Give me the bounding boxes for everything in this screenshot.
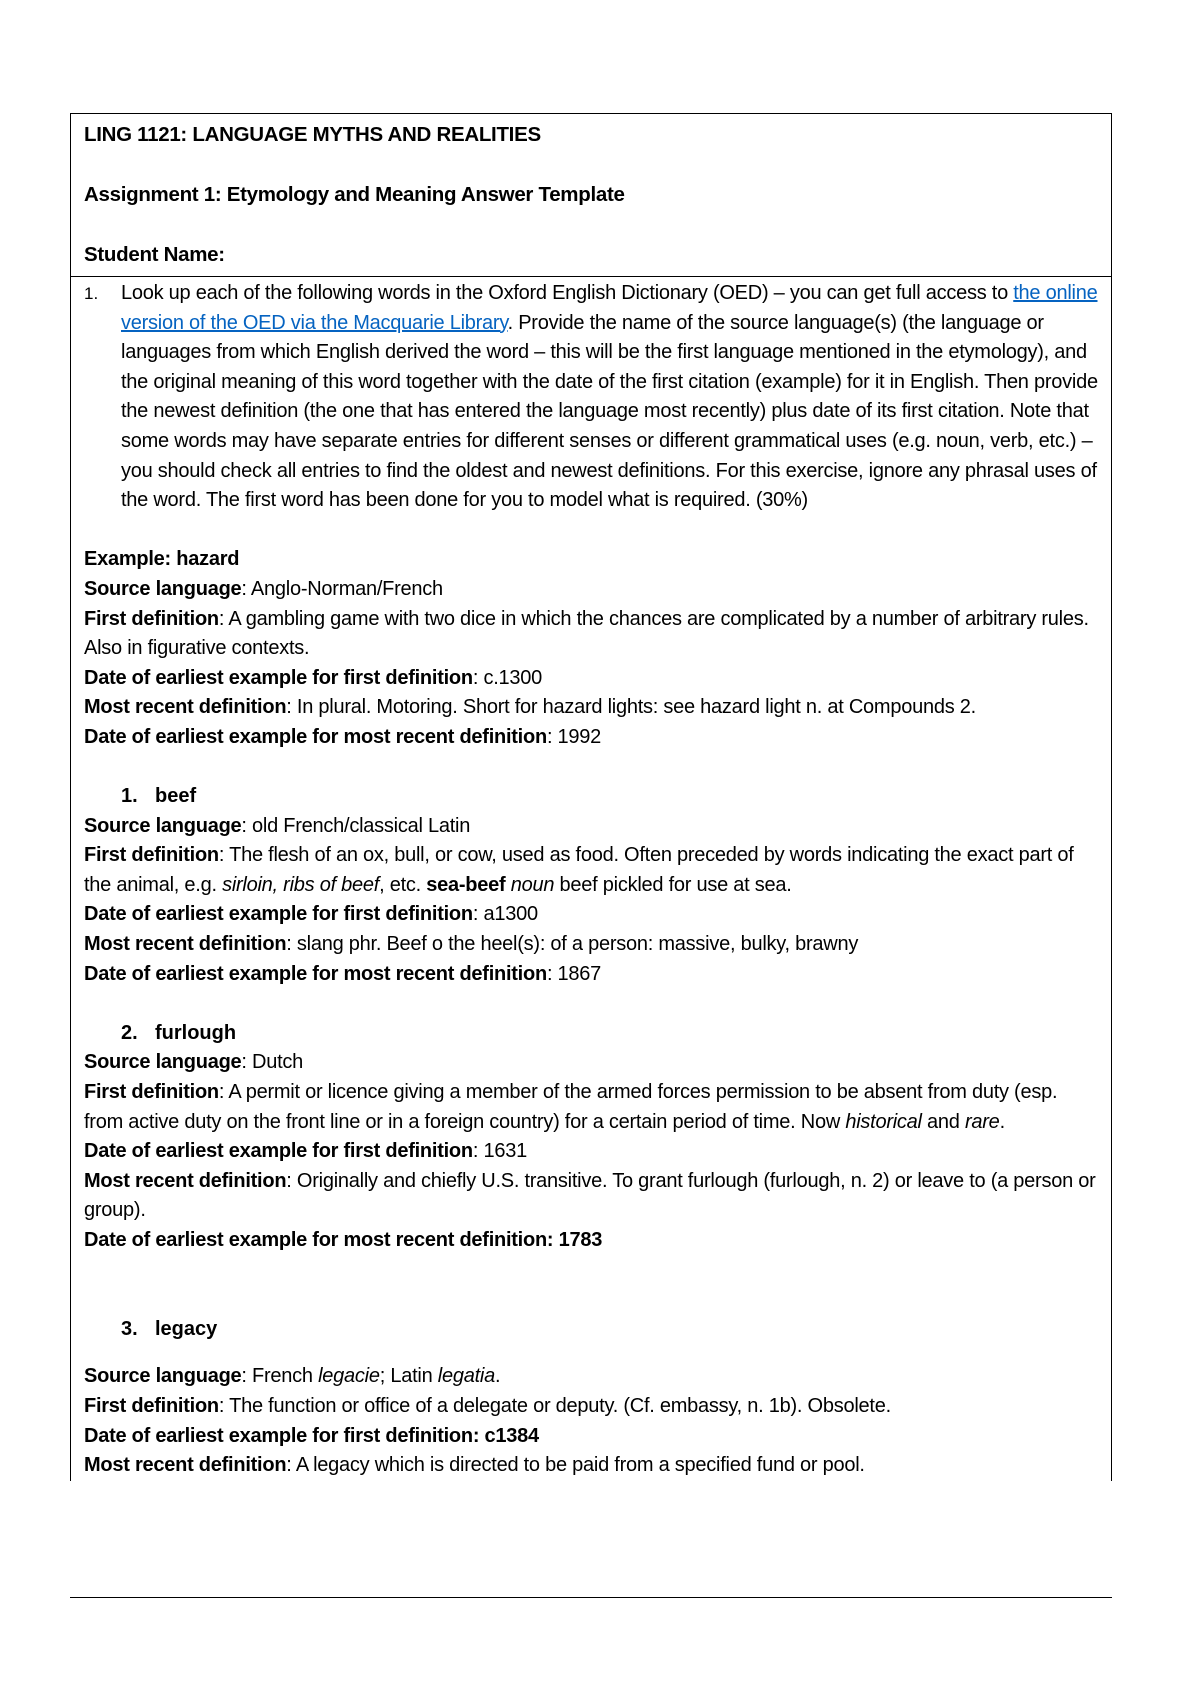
beef-date-recent: Date of earliest example for most recent definition: 1867: [84, 962, 602, 985]
student-name-label: Student Name:: [84, 243, 225, 266]
legacy-first-definition: First definition: The function or office of a delegate or deputy. (Cf. embassy, n. 1b). Obsolete.: [84, 1394, 891, 1417]
example-heading: Example: hazard: [84, 548, 240, 571]
example-recent-definition: Most recent definition: In plural. Motoring. Short for hazard lights: see hazard light n. at Compounds 2.: [84, 696, 976, 719]
answer-table: [70, 113, 1112, 1481]
instructions-number: 1.: [84, 284, 99, 303]
example-date-recent: Date of earliest example for most recent definition: 1992: [84, 725, 602, 748]
example-date-first: Date of earliest example for first definition: c.1300: [84, 666, 543, 689]
example-source: Source language: Anglo-Norman/French: [84, 577, 443, 600]
word-heading-furlough: 2. furlough: [121, 1021, 237, 1044]
assignment-title: Assignment 1: Etymology and Meaning Answer Template: [84, 183, 625, 206]
furlough-first-definition: First definition: A permit or licence giving a member of the armed forces permission to be absent from duty (esp. from active duty on the front line or in a foreign country) for a certain period of time. Now historical and rare.: [84, 1081, 1058, 1133]
course-title: LING 1121: LANGUAGE MYTHS AND REALITIES: [84, 123, 541, 146]
instructions-text: Look up each of the following words in the Oxford English Dictionary (OED) – you can get full access to the online version of the OED via the Macquarie Library. Provide the name of the source language(s) (the language or languages from which English derived the word – this will be the first language mentioned in the etymology), and the original meaning of this word together with the date of the first citation (example) for it in English. Then provide the newest definition (the one that has entered the language most recently) plus date of its first citation. Note that some words may have separate entries for different senses or different grammatical uses (e.g. noun, verb, etc.) – you should check all entries to find the oldest and newest definitions. For this exercise, ignore any phrasal uses of the word. The first word has been done for you to model what is required. (30%): [121, 282, 1098, 512]
furlough-date-recent: Date of earliest example for most recent definition: 1783: [84, 1229, 603, 1251]
word-heading-beef: 1. beef: [121, 785, 197, 808]
header-cell: [71, 114, 1111, 277]
furlough-date-first: Date of earliest example for first definition: 1631: [84, 1140, 527, 1163]
answer-cell[interactable]: [71, 277, 1111, 1481]
legacy-recent-definition: Most recent definition: A legacy which is directed to be paid from a specified fund or pool.: [84, 1454, 865, 1477]
legacy-date-first: Date of earliest example for first definition: c1384: [84, 1424, 539, 1447]
instructions: [84, 279, 1099, 516]
beef-date-first: Date of earliest example for first definition: a1300: [84, 903, 538, 926]
word-heading-legacy: 3. legacy: [121, 1317, 218, 1340]
example-first-definition: First definition: A gambling game with two dice in which the chances are complicated by a number of arbitrary rules. Also in figurative contexts.: [84, 607, 1089, 660]
table-bottom-border: [70, 1597, 1112, 1598]
furlough-recent-definition: Most recent definition: Originally and chiefly U.S. transitive. To grant furlough (furlough, n. 2) or leave to (a person or group).: [84, 1169, 1096, 1222]
oed-library-link[interactable]: the online version of the OED via the Macquarie Library: [121, 282, 1098, 334]
beef-first-definition: First definition: The flesh of an ox, bull, or cow, used as food. Often preceded by words indicating the exact part of the animal, e.g. sirloin, ribs of beef, etc. sea-beef noun beef pickled for use at sea.: [84, 844, 1074, 896]
beef-source: Source language: old French/classical Latin: [84, 814, 471, 837]
beef-recent-definition: Most recent definition: slang phr. Beef o the heel(s): of a person: massive, bulky, brawny: [84, 933, 859, 956]
furlough-source: Source language: Dutch: [84, 1051, 304, 1074]
legacy-source: Source language: French legacie; Latin legatia.: [84, 1365, 501, 1388]
